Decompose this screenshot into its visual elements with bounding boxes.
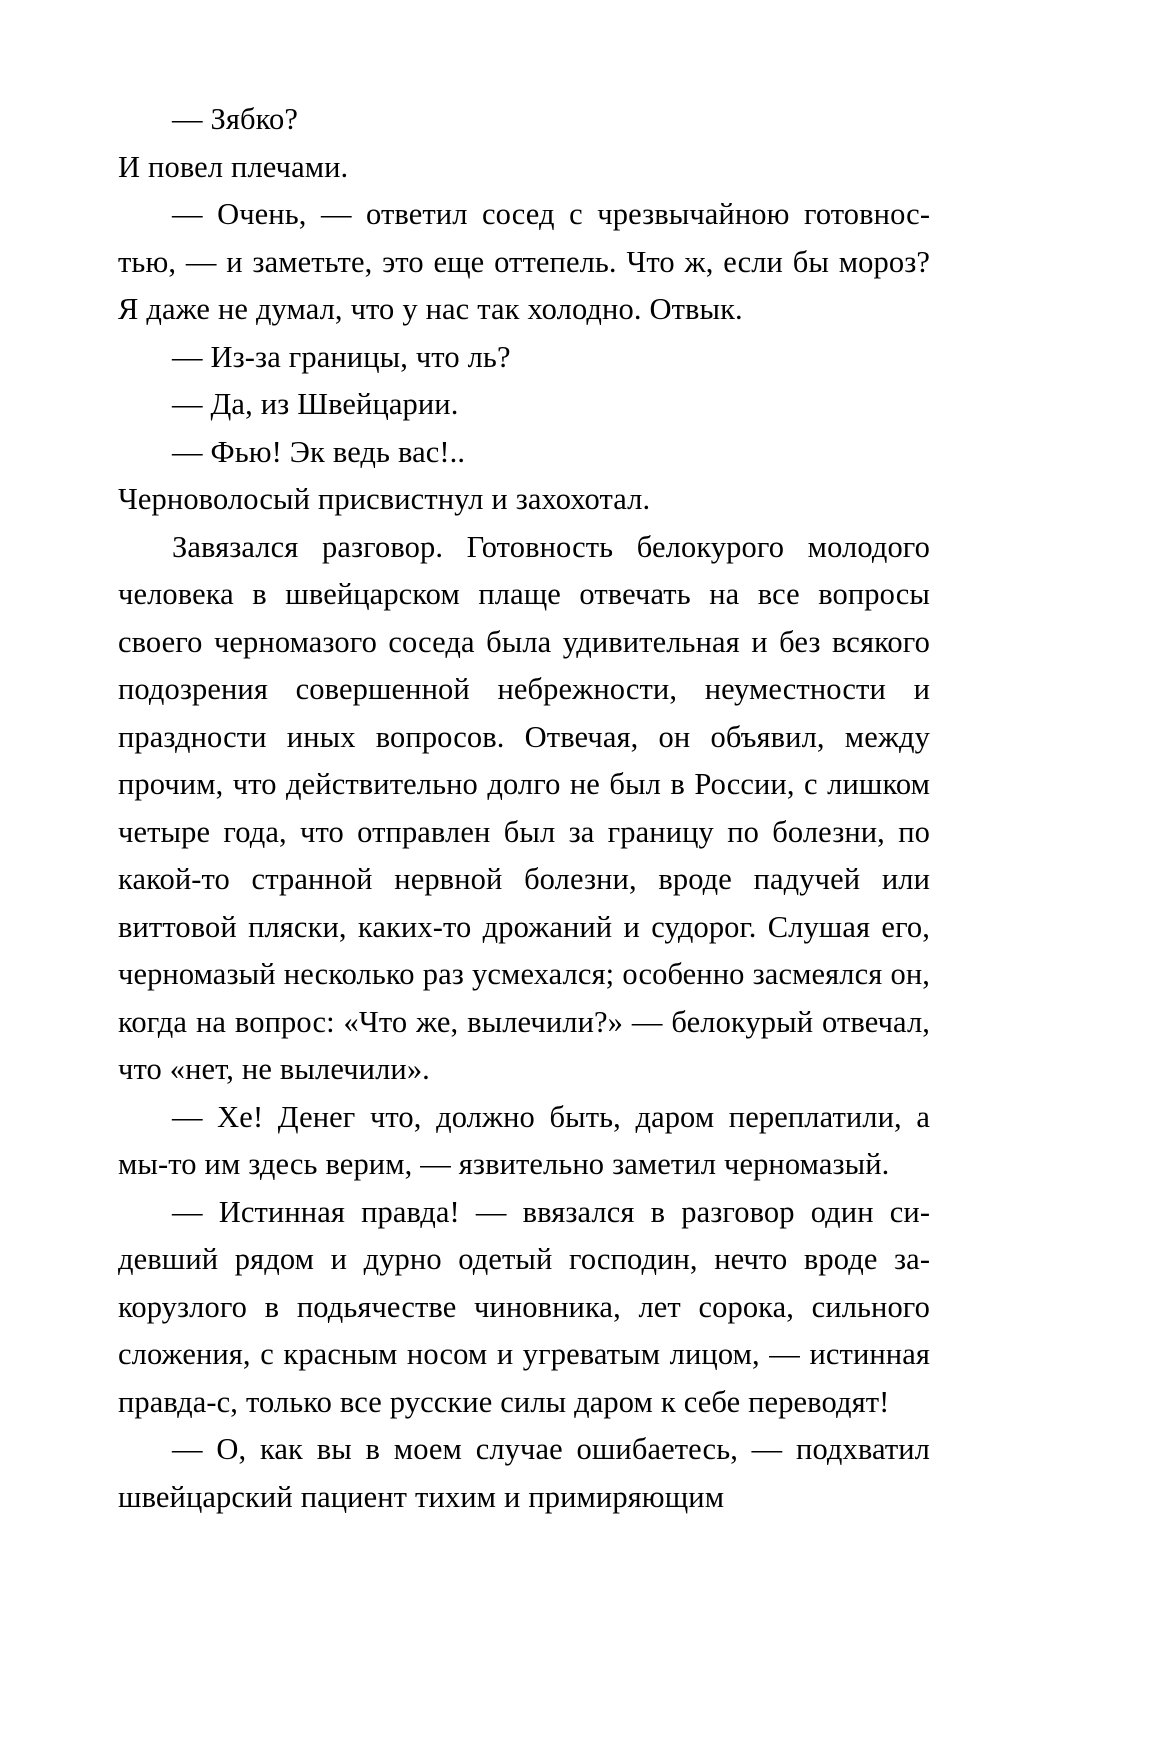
paragraph: — О, как вы в моем случае ошибаетесь, — подхватил швейцарский пациент тихим и примиряющим	[118, 1432, 930, 1514]
paragraph: — Очень, — ответил сосед с чрезвычайною готовностью, — и заметьте, это еще оттепель. Что ж, если бы мороз? Я даже не думал, что у нас так холодно. Отвык.	[118, 197, 930, 326]
paragraph: И повел плечами.	[118, 149, 349, 184]
paragraph: — Истинная правда! — ввязался в разговор один сидевший рядом и дурно одетый господин, нечто вроде закорузлого в подьячестве чиновника, лет сорока, сильного сложения, с красным носом и угреватым лицом, — истинная правда-с, только все русские силы даром к себе переводят!	[118, 1194, 930, 1419]
paragraph: Черноволосый присвистнул и захохотал.	[118, 482, 651, 516]
paragraph: — Хе! Денег что, должно быть, даром переплатили, а мы-то им здесь верим, — язвительно заметил черномазый.	[118, 1099, 930, 1181]
paragraph: Завязался разговор. Готовность белокурого молодого человека в швейцарском плаще отвечать на все вопросы своего черномазого соседа была удивительная и без всякого подозрения совершенной небрежности, неуместности и праздности иных вопросов. Отвечая, он объявил, между прочим, что действительно долго не был в России, с лишком четыре года, что отправлен был за границу по болезни, по какой-то странной нервной болезни, вроде падучей или виттовой пляски, каких-то дрожаний и судорог. Слушая его, черномазый несколько раз усмехался; особенно засмеялся он, когда на вопрос: «Что же, вылечили?» — белокурый отвечал, что «нет, не вылечили».	[118, 529, 930, 1086]
paragraph: — Фью! Эк ведь вас!..	[172, 434, 466, 469]
paragraph: — Да, из Швейцарии.	[172, 387, 459, 421]
paragraph: — Из-за границы, что ль?	[172, 339, 511, 374]
body-text-column	[118, 96, 930, 1521]
paragraph: — Зябко?	[172, 102, 299, 136]
